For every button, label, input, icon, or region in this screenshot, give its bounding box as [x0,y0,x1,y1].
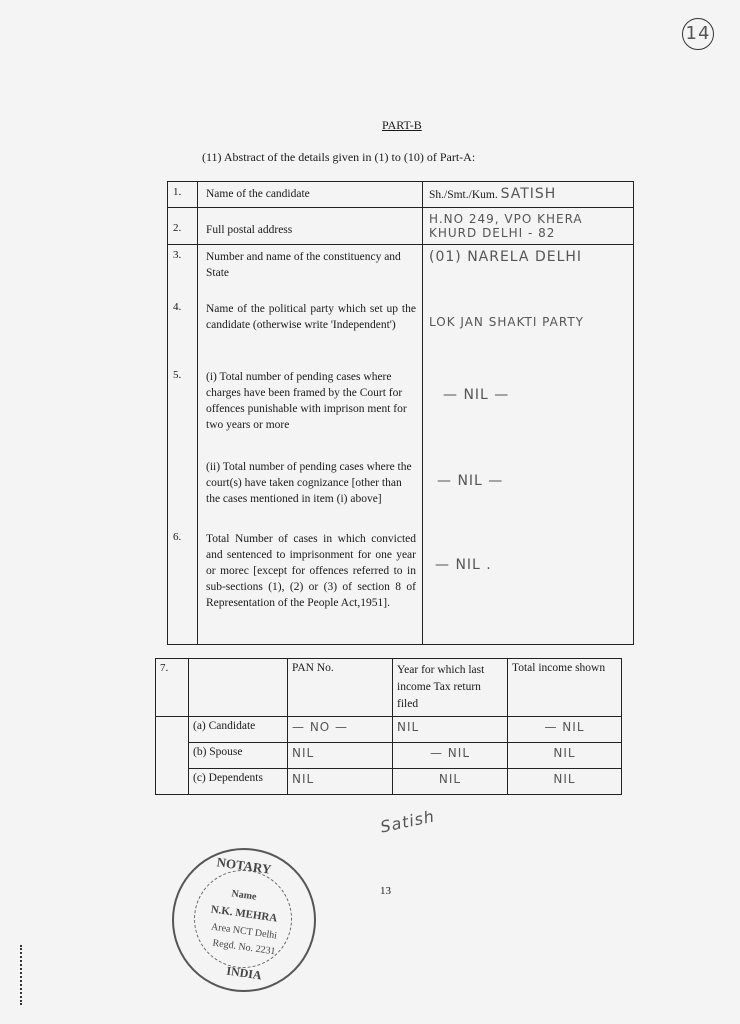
signature: Satish [378,806,437,837]
table-row [168,297,634,365]
row-label: Full postal address [198,208,423,245]
table-row [168,245,634,297]
constituency-value: (01) NARELA DELHI [429,249,583,265]
pan-value: NIL [288,743,393,769]
table-row [156,769,622,795]
row-number: 2. [168,208,198,245]
row-value [423,297,634,365]
person-label: (b) Spouse [189,743,288,769]
year-value: — NIL [393,743,508,769]
table-row [168,365,634,455]
stamp-name-label: Name [230,888,258,903]
pending-cases-framed-value: — NIL — [443,386,510,403]
address-value: H.NO 249, VPO KHERA KHURD DELHI - 82 [429,212,583,240]
table-row [168,455,634,527]
table-row [156,717,622,743]
income-header: Total income shown [508,659,622,717]
salutation-prefix: Sh./Smt./Kum. [429,189,498,201]
row-label: (ii) Total number of pending cases where the court(s) have taken cognizance [other than the cases mentioned in item (i) above] [198,455,423,527]
person-label: (c) Dependents [189,769,288,795]
row-number: 4. [168,297,198,365]
row-number: 1. [168,182,198,208]
candidate-name: SATISH [500,186,557,202]
table-row [156,743,622,769]
pending-cases-cognizance-value: — NIL — [437,472,504,489]
income-value: NIL [508,743,622,769]
party-value: LOK JAN SHAKTI PARTY [429,314,584,329]
pan-value: NIL [288,769,393,795]
row-value [423,365,634,455]
row-value [423,208,634,245]
convictions-value: — NIL . [435,556,492,573]
table-row [168,208,634,245]
table-row [168,527,634,645]
year-header: Year for which last income Tax return filed [393,659,508,717]
pan-header: PAN No. [288,659,393,717]
year-value: NIL [393,717,508,743]
income-value: — NIL [508,717,622,743]
stamp-area: Area NCT Delhi [210,921,278,942]
row-value [423,182,634,208]
row-value [423,527,634,645]
row-number: 7. [156,659,189,717]
row-number: 6. [168,527,198,645]
row-number: 3. [168,245,198,297]
handwritten-page-number: 14 [682,18,714,50]
printed-page-number: 13 [380,885,391,897]
abstract-table [167,181,634,645]
income-table [155,658,622,795]
row-label: Name of the candidate [198,182,423,208]
row-value [423,245,634,297]
notary-stamp [172,848,316,992]
stamp-reg: Regd. No. 2231 [211,937,277,958]
person-label: (a) Candidate [189,717,288,743]
row-label: Number and name of the constituency and State [198,245,423,297]
row-number: 5. [168,365,198,455]
pan-value: — NO — [288,717,393,743]
stamp-top-text: NOTARY [215,854,273,877]
row-label: Name of the political party which set up the candidate (otherwise write 'Independent') [198,297,423,365]
stamp-name: N.K. MEHRA [210,903,278,925]
row-value [423,455,634,527]
income-value: NIL [508,769,622,795]
table-row [168,182,634,208]
part-title: PART-B [382,118,422,132]
row-label: Total Number of cases in which convicted and sentenced to imprisonment for one year or morec [except for offences referred to in sub-sections (1), (2) or (3) of section 8 of Representation of the People Act,1951]. [198,527,423,645]
stamp-bottom-text: INDIA [225,963,263,983]
row-label: (i) Total number of pending cases where charges have been framed by the Court for offences punishable with imprison ment for two years or more [198,365,423,455]
abstract-line: (11) Abstract of the details given in (1) to (10) of Part-A: [202,150,476,164]
table-row [156,659,622,717]
year-value: NIL [393,769,508,795]
margin-marks [20,945,28,1005]
row-number [168,455,198,527]
